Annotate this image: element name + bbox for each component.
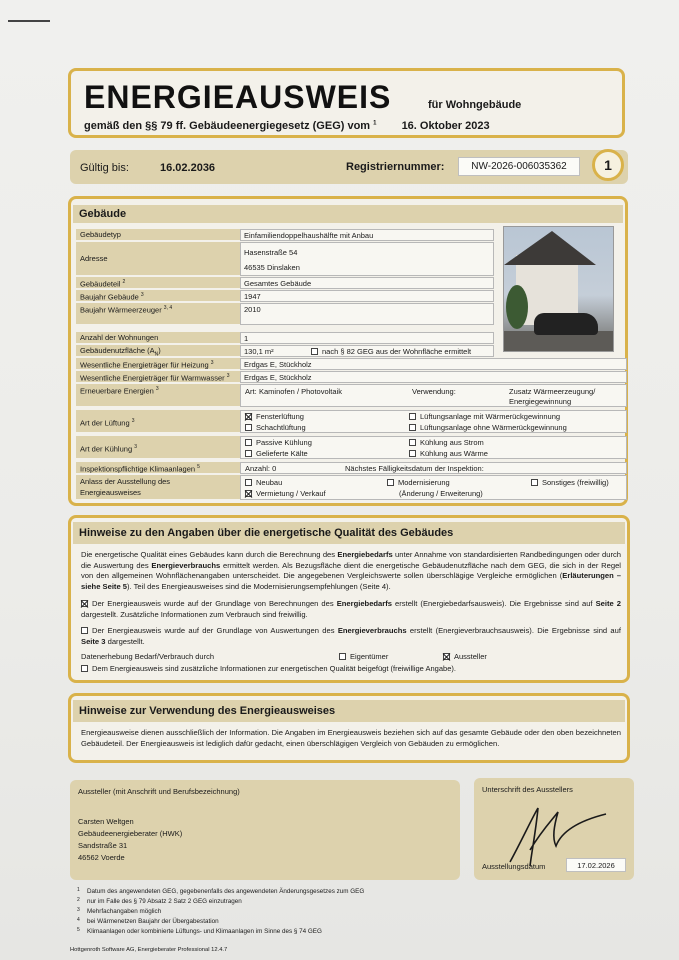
renewable-use-value-2: Energiegewinnung [509, 397, 572, 406]
row-label: Anzahl der Wohnungen [76, 332, 240, 344]
area-method: nach § 82 GEG aus der Wohnfläche ermittelt [311, 346, 471, 357]
row-label: Baujahr Wärmeerzeuger $^{3, 4}$ [76, 303, 240, 325]
address-value [240, 242, 494, 276]
issuer-box [70, 780, 460, 880]
document-title: ENERGIEAUSWEIS [84, 79, 392, 115]
building-part-value: Gesamtes Gebäude [240, 277, 494, 289]
footnote: 5 Klimaanlagen oder kombinierte Lüftungs- und Klimaanlagen im Sinne des § 74 GEG [77, 927, 322, 935]
checkbox-icon[interactable] [409, 439, 416, 446]
reason-option: Modernisierung [387, 477, 450, 488]
ventilation-option: Lüftungsanlage mit Wärmerückgewinnung [409, 411, 560, 422]
demand-option: Der Energieausweis wurde auf der Grundlage von Berechnungen des Energiebedarfs erstellt (Energiebedarfsausweis). Die Ergebnisse sind auf Seite 2 dargestellt. Zusätzliche Informationen zum Verbrauch sind freiwillig. [81, 599, 621, 619]
checkbox-icon[interactable] [339, 653, 346, 660]
footnote: 4 bei Wärmenetzen Baujahr der Übergabestation [77, 917, 219, 925]
checkbox-icon[interactable] [245, 479, 252, 486]
checkbox-icon[interactable] [311, 348, 318, 355]
row-label: Inspektionspflichtige Klimaanlagen $^5$ [76, 462, 240, 474]
law-date: 16. Oktober 2023 [401, 120, 490, 132]
issue-date-label: Ausstellungsdatum [482, 862, 546, 871]
quality-notes-section [68, 515, 630, 683]
issuer-title: Gebäudeenergieberater (HWK) [78, 829, 183, 838]
usage-notes-title: Hinweise zur Verwendung des Energieausweises [73, 700, 625, 722]
additional-info-option: Dem Energieausweis sind zusätzliche Informationen zur energetischen Qualität beigefügt (freiwillige Angabe). [81, 663, 456, 674]
law-reference [84, 120, 490, 132]
quality-notes-title: Hinweise zu den Angaben über die energetische Qualität des Gebäudes [73, 522, 625, 544]
page-number: 1 [592, 149, 624, 181]
usable-area-number: 130,1 m² [244, 347, 274, 356]
usable-area-value [240, 345, 494, 357]
reason-options [240, 475, 627, 500]
apartments-value: 1 [240, 332, 494, 344]
punch-mark [8, 20, 50, 22]
signature-label: Unterschrift des Ausstellers [482, 785, 573, 794]
cooling-option: Passive Kühlung [245, 437, 312, 448]
ventilation-option: Schachtlüftung [245, 422, 306, 433]
issuer-name: Carsten Weltgen [78, 817, 134, 826]
building-type-value: Einfamiliendoppelhaushälfte mit Anbau [240, 229, 494, 241]
checkbox-checked-icon[interactable] [81, 600, 88, 607]
checkbox-icon[interactable] [409, 450, 416, 457]
checkbox-icon[interactable] [387, 479, 394, 486]
renewable-use-label: Verwendung: [412, 387, 456, 396]
row-label: Art der Kühlung $^3$ [76, 436, 240, 459]
checkbox-checked-icon[interactable] [245, 490, 252, 497]
photo-tree [506, 285, 528, 329]
usage-notes-section [68, 693, 630, 763]
checkbox-icon[interactable] [245, 450, 252, 457]
renewable-use-value: Zusatz Wärmeerzeugung/ [509, 387, 596, 396]
row-label: Wesentliche Energieträger für Warmwasser $^3$ [76, 371, 240, 383]
consumption-option: Der Energieausweis wurde auf der Grundlage von Auswertungen des Energieverbrauchs erstellt (Energieverbrauchsausweis). Die Ergebnisse sind auf Seite 3 dargestellt. [81, 626, 621, 646]
photo-roof [504, 231, 596, 265]
row-label: Art der Lüftung $^3$ [76, 410, 240, 433]
quality-intro: Die energetische Qualität eines Gebäudes kann durch die Berechnung des Energiebedarfs unter Annahme von standardisierten Randbedingungen oder durch die Auswertung des Energieverbrauchs ermittelt werden. Als Bezugsfläche dient die energetische Gebäudenutzfläche nach dem GEG, die sich in der Regel von den allgemeinen Wohnflächenangaben unterscheidet. Die angegebenen Vergleichswerte sollen überschlägige Vergleiche ermöglichen (Erläuterungen – siehe Seite 5). Teil des Energieausweises sind die Modernisierungsempfehlungen (Seite 4). [81, 550, 621, 591]
address-city: 46535 Dinslaken [244, 263, 300, 272]
cooling-option: Gelieferte Kälte [245, 448, 308, 459]
data-collection-label: Datenerhebung Bedarf/Verbrauch durch [81, 652, 215, 661]
registration-label: Registriernummer: [346, 161, 445, 173]
ventilation-options [240, 410, 627, 433]
row-label: Adresse [76, 242, 240, 276]
row-label: Erneuerbare Energien $^3$ [76, 384, 240, 407]
renewable-value [240, 384, 627, 407]
heating-carrier-value: Erdgas E, Stückholz [240, 358, 627, 370]
ventilation-option: Fensterlüftung [245, 411, 304, 422]
registration-number: NW-2026-006035362 [458, 157, 580, 176]
renewable-type-label: Art: [245, 387, 257, 396]
building-section-title: Gebäude [73, 205, 623, 223]
photo-car [534, 313, 598, 335]
checkbox-icon[interactable] [409, 413, 416, 420]
checkbox-icon[interactable] [531, 479, 538, 486]
checkbox-icon[interactable] [81, 627, 88, 634]
law-footnote-ref: 1 [373, 120, 377, 127]
row-label: Gebäudetyp [76, 229, 240, 241]
address-street: Hasenstraße 54 [244, 248, 298, 257]
issuer-city: 46562 Voerde [78, 853, 125, 862]
valid-until-value: 16.02.2036 [160, 162, 216, 174]
row-label: Gebäudenutzfläche $(A_N)$ [76, 345, 240, 357]
usage-notes-text: Energieausweise dienen ausschließlich der Information. Die Angaben im Energieausweis beziehen sich auf das gesamte Gebäude oder den oben bezeichneten Gebäudeteil. Der Energieausweis ist lediglich dafür gedacht, einen überschlägigen Vergleich von Gebäuden zu ermöglichen. [81, 728, 621, 748]
inspection-count: Anzahl: 0 [245, 464, 277, 473]
footnote: 1 Datum des angewendeten GEG, gegebenenfalls des angewendeten Änderungsgesetzes zum GEG [77, 887, 365, 895]
inspection-next-date: Nächstes Fälligkeitsdatum der Inspektion: [345, 464, 484, 473]
title-box [68, 68, 625, 138]
checkbox-checked-icon[interactable] [245, 413, 252, 420]
checkbox-icon[interactable] [409, 424, 416, 431]
row-label: Gebäudeteil $^2$ [76, 277, 240, 289]
footnote: 2 nur im Falle des § 79 Absatz 2 Satz 2 GEG einzutragen [77, 897, 242, 905]
issuer-label: Aussteller (mit Anschrift und Berufsbezeichnung) [78, 787, 240, 796]
row-label: Anlass der Ausstellung des Energieausweises [76, 475, 240, 500]
cooling-options [240, 436, 627, 459]
checkbox-icon[interactable] [245, 424, 252, 431]
heater-year-value: 2010 [240, 303, 494, 325]
reason-option: Vermietung / Verkauf [245, 488, 326, 499]
issue-date-value: 17.02.2026 [566, 858, 626, 872]
row-label: Baujahr Gebäude $^3$ [76, 290, 240, 302]
building-photo [503, 226, 614, 352]
data-issuer-option: Aussteller [443, 651, 487, 662]
reason-option-note: (Änderung / Erweiterung) [399, 489, 483, 498]
row-label: Wesentliche Energieträger für Heizung $^3$ [76, 358, 240, 370]
signature-box [474, 778, 634, 880]
hotwater-carrier-value: Erdgas E, Stückholz [240, 371, 627, 383]
footnote: 3 Mehrfachangaben möglich [77, 907, 162, 915]
software-vendor: Hottgenroth Software AG, Energieberater Professional 12.4.7 [70, 947, 228, 953]
ventilation-option: Lüftungsanlage ohne Wärmerückgewinnung [409, 422, 567, 433]
valid-until-label: Gültig bis: [80, 162, 129, 174]
building-section [68, 196, 628, 506]
cooling-option: Kühlung aus Strom [409, 437, 484, 448]
checkbox-icon[interactable] [245, 439, 252, 446]
issuer-street: Sandstraße 31 [78, 841, 128, 850]
checkbox-checked-icon[interactable] [443, 653, 450, 660]
reason-option: Sonstiges (freiwillig) [531, 477, 609, 488]
data-owner-option: Eigentümer [339, 651, 388, 662]
reason-option: Neubau [245, 477, 282, 488]
renewable-type-value: Kaminofen / Photovoltaik [259, 387, 342, 396]
inspection-value [240, 462, 627, 474]
law-text: gemäß den §§ 79 ff. Gebäudeenergiegesetz (GEG) vom [84, 120, 371, 132]
construction-year-value: 1947 [240, 290, 494, 302]
validity-band [70, 150, 628, 184]
document-subtitle: für Wohngebäude [428, 99, 522, 111]
footnotes [77, 886, 364, 936]
cooling-option: Kühlung aus Wärme [409, 448, 488, 459]
checkbox-icon[interactable] [81, 665, 88, 672]
